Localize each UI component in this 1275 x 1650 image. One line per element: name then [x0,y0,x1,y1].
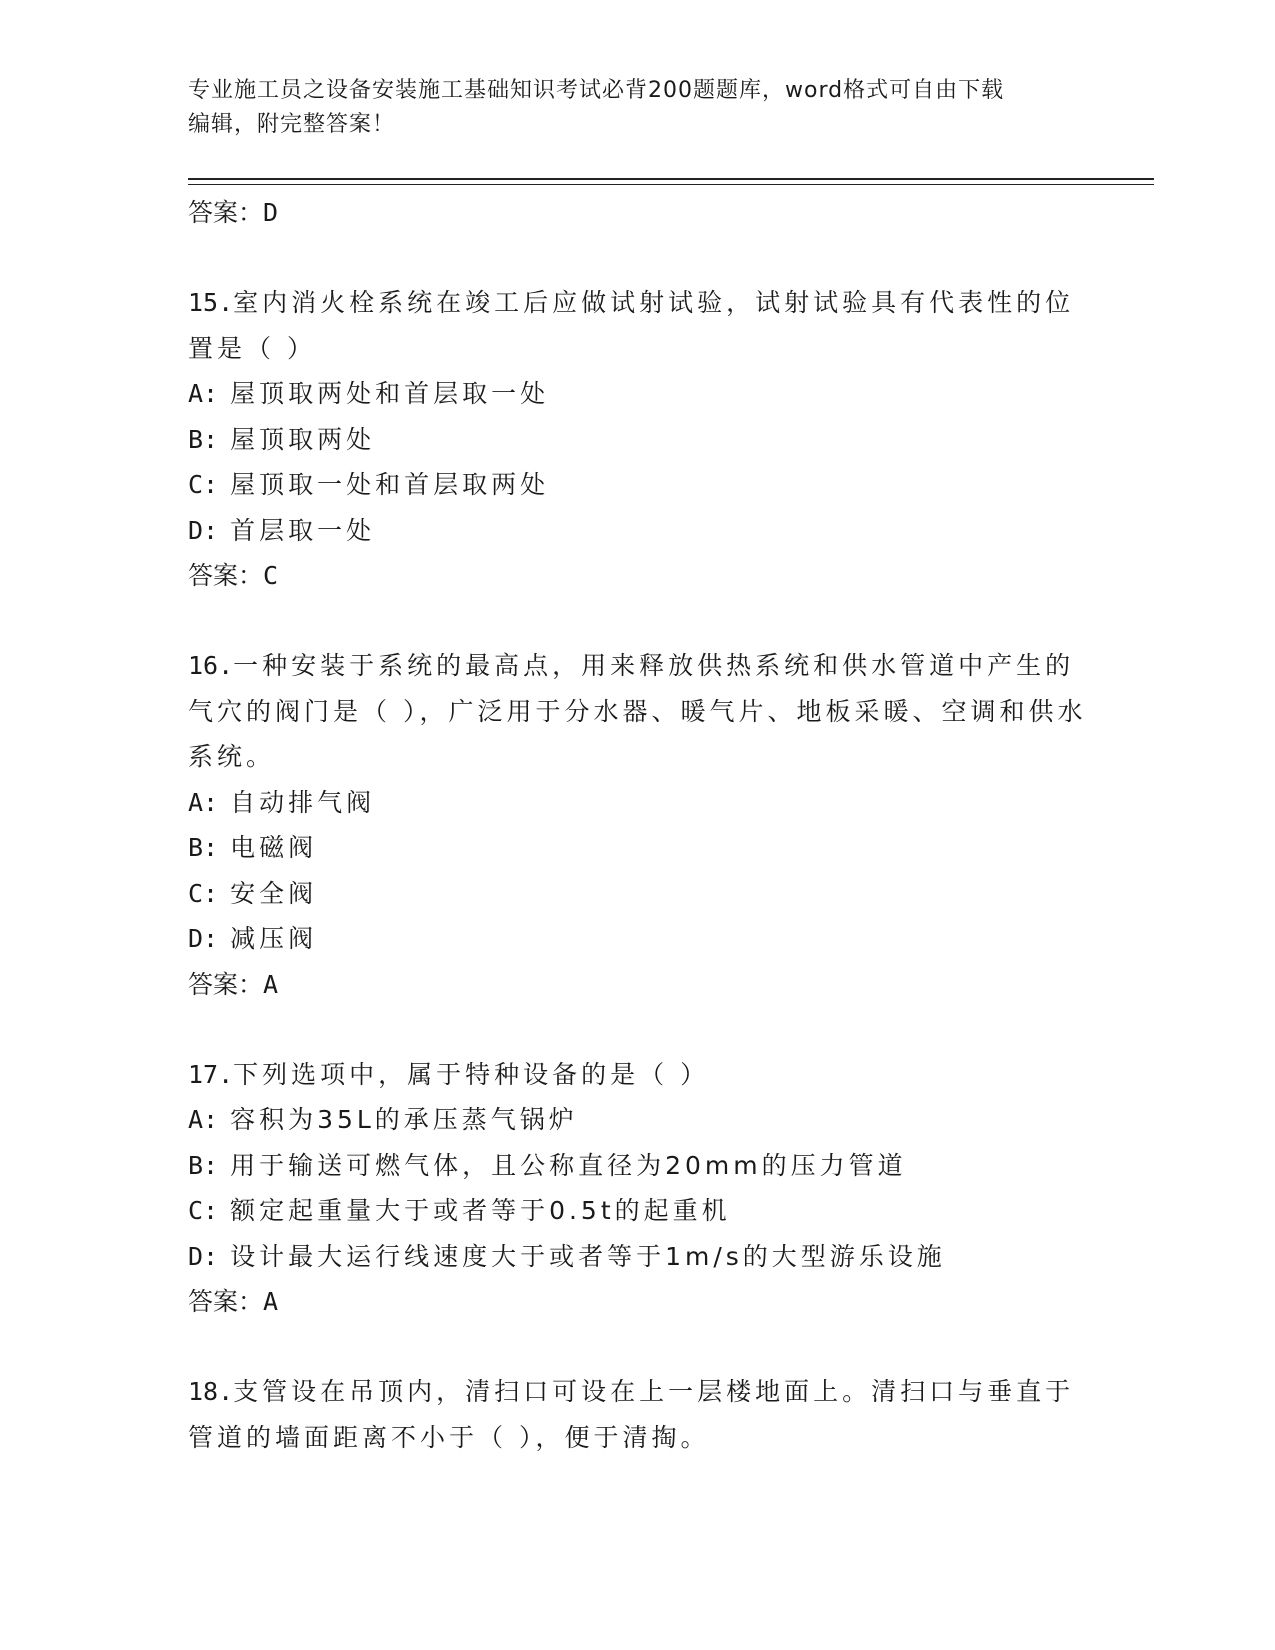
option-letter: B: [188,424,219,454]
option-text: 自动排气阀 [230,787,376,817]
option-c [188,1188,1088,1234]
question-text: 一种安装于系统的最高点，用来释放供热系统和供水管道中产生的气穴的阀门是（ ），广泛用于分水器、暖气片、地板采暖、空调和供水系统。 [188,651,1087,771]
option-letter: D: [188,515,219,545]
option-d [188,916,1088,962]
header-line-1: 专业施工员之设备安装施工基础知识考试必背200题题库，word格式可自由下载 [188,78,1005,103]
option-letter: A: [188,787,219,817]
option-text: 安全阀 [230,878,318,908]
option-d [188,508,1088,554]
question-16 [188,643,1088,1007]
question-text: 下列选项中，属于特种设备的是（ ） [233,1059,710,1089]
question-number: 18. [188,1377,234,1406]
question-15 [188,280,1088,598]
option-text: 首层取一处 [230,515,376,545]
option-b [188,417,1088,463]
option-b [188,825,1088,871]
option-text: 用于输送可燃气体，且公称直径为20mm的压力管道 [230,1150,907,1180]
header-line-2: 编辑，附完整答案！ [188,112,396,137]
question-text: 支管设在吊顶内，清扫口可设在上一层楼地面上。清扫口与垂直于管道的墙面距离不小于（ ），便于清掏。 [188,1377,1075,1452]
option-text: 屋顶取两处和首层取一处 [230,379,550,408]
option-a [188,371,1088,417]
option-letter: B: [188,1150,219,1180]
option-c [188,871,1088,917]
question-18 [188,1369,1088,1460]
option-text: 屋顶取两处 [230,424,376,454]
question-number: 16. [188,651,234,680]
answer-value: C [263,561,279,590]
question-answer [188,553,1088,598]
option-letter: C: [188,878,219,908]
option-letter: B: [188,833,219,862]
question-number: 15. [188,288,234,317]
question-list [188,190,1088,1460]
previous-answer [188,190,1088,235]
header-rule-thick [188,178,1154,180]
option-letter: A: [188,1105,219,1134]
question-number: 17. [188,1059,234,1089]
question-17 [188,1052,1088,1325]
header-rule-thin [188,184,1154,185]
question-stem [188,643,1088,780]
answer-value: D [263,198,279,227]
question-answer [188,1279,1088,1324]
option-d [188,1234,1088,1280]
document-header [188,74,1068,142]
option-letter: D: [188,924,219,953]
option-a [188,1097,1088,1143]
option-letter: A: [188,379,219,408]
option-text: 电磁阀 [230,833,318,862]
answer-label: 答案： [188,561,264,590]
question-stem [188,1369,1088,1460]
option-text: 减压阀 [230,924,318,953]
option-c [188,462,1088,508]
question-stem [188,280,1088,371]
option-a [188,780,1088,826]
option-letter: D: [188,1241,219,1271]
answer-label: 答案： [188,198,264,227]
option-text: 额定起重量大于或者等于0.5t的起重机 [230,1196,731,1225]
question-text: 室内消火栓系统在竣工后应做试射试验，试射试验具有代表性的位置是（ ） [188,288,1075,363]
question-answer [188,962,1088,1007]
option-letter: C: [188,470,219,499]
answer-value: A [263,1287,279,1316]
option-text: 设计最大运行线速度大于或者等于1m/s的大型游乐设施 [230,1241,946,1271]
answer-value: A [263,969,279,999]
answer-label: 答案： [188,969,264,999]
question-stem [188,1052,1088,1098]
option-text: 容积为35L的承压蒸气锅炉 [230,1105,578,1134]
option-b [188,1143,1088,1189]
option-text: 屋顶取一处和首层取两处 [230,470,550,499]
option-letter: C: [188,1196,219,1225]
answer-label: 答案： [188,1287,264,1316]
